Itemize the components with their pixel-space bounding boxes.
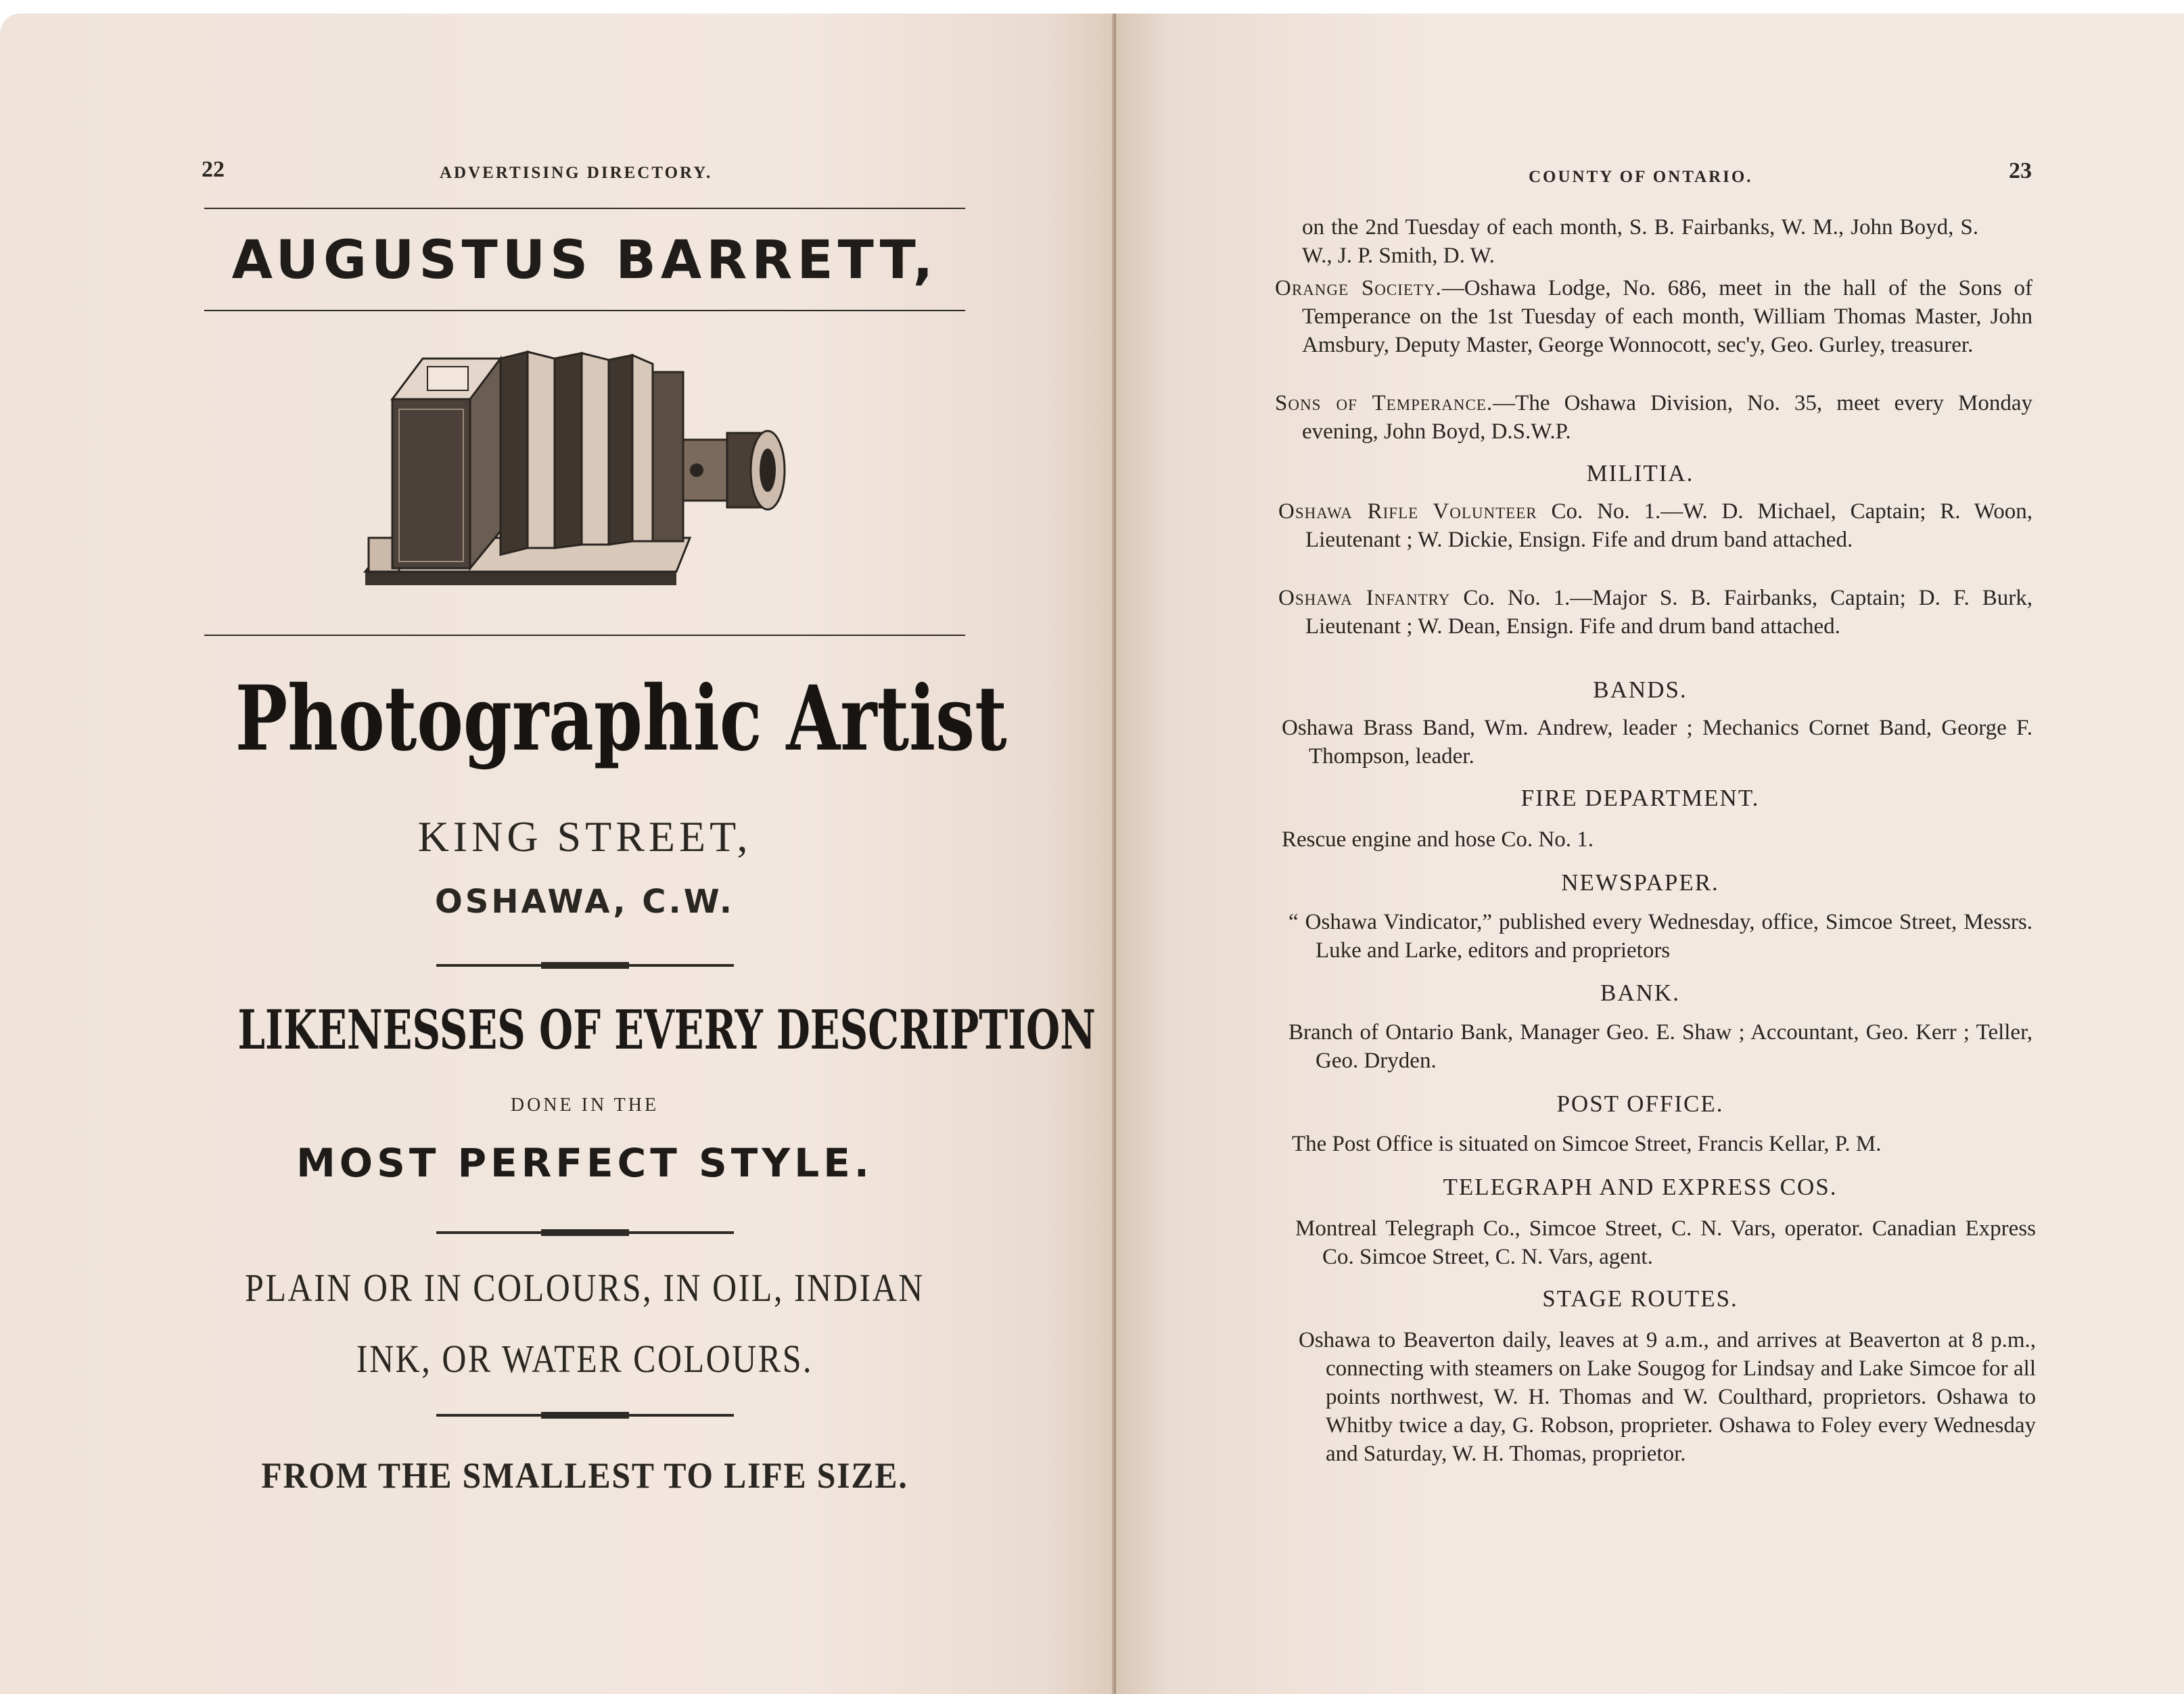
likenesses-line: LIKENESSES OF EVERY DESCRIPTION <box>237 998 1096 1061</box>
size-line: FROM THE SMALLEST TO LIFE SIZE. <box>261 1455 908 1496</box>
bank-entry: Branch of Ontario Bank, Manager Geo. E. Shaw ; Accountant, Geo. Kerr ; Teller, Geo. Dryden. <box>1288 1020 2032 1073</box>
stage-routes-heading: STAGE ROUTES. <box>1542 1285 1738 1312</box>
left-page <box>0 14 1116 1694</box>
militia-heading: MILITIA. <box>1586 460 1694 486</box>
camera-rule <box>204 635 965 636</box>
ornament-rule-3 <box>436 1414 734 1417</box>
plain-line-1: PLAIN OR IN COLOURS, IN OIL, INDIAN <box>245 1266 925 1310</box>
newspaper-entry: “ Oshawa Vindicator,” published every Wednesday, office, Simcoe Street, Messrs. Luke and Larke, editors and proprietors <box>1288 910 2032 963</box>
running-head-right: COUNTY OF ONTARIO. <box>1529 168 1753 186</box>
infantry-label: Oshawa Infantry <box>1278 586 1451 610</box>
telegraph-entry: Montreal Telegraph Co., Simcoe Street, C. N. Vars, operator. Canadian Express Co. Simcoe Street, C. N. Vars, agent. <box>1295 1216 2036 1269</box>
bands-entry: Oshawa Brass Band, Wm. Andrew, leader ; Mechanics Cornet Band, George F. Thompson, leader. <box>1282 716 2032 769</box>
done-in-the: DONE IN THE <box>510 1095 659 1116</box>
rifle-volunteer-text: Co. No. 1.—W. D. Michael, Captain; R. Woon, Lieutenant ; W. Dickie, Ensign. Fife and drum band attached. <box>1305 499 2033 552</box>
ornament-rule-2 <box>436 1231 734 1234</box>
rifle-volunteer-entry <box>1278 497 2032 554</box>
top-rule <box>204 208 965 209</box>
advertiser-name: AUGUSTUS BARRETT, <box>231 230 938 291</box>
sons-of-temperance-label: Sons of Temperance. <box>1275 391 1493 415</box>
bands-heading: BANDS. <box>1593 677 1688 703</box>
bank-heading: BANK. <box>1600 980 1680 1006</box>
camera-icon <box>352 345 825 616</box>
plain-line-2: INK, OR WATER COLOURS. <box>356 1337 814 1381</box>
most-perfect-style: MOST PERFECT STYLE. <box>296 1140 873 1186</box>
post-office-entry: The Post Office is situated on Simcoe Street, Francis Kellar, P. M. <box>1292 1132 1882 1156</box>
name-rule <box>204 310 965 311</box>
sons-of-temperance-text: —The Oshawa Division, No. 35, meet every Monday evening, John Boyd, D.S.W.P. <box>1302 391 2032 444</box>
rifle-volunteer-label: Oshawa Rifle Volunteer <box>1278 499 1537 524</box>
post-office-heading: POST OFFICE. <box>1556 1091 1724 1117</box>
infantry-text: Co. No. 1.—Major S. B. Fairbanks, Captain; D. F. Burk, Lieutenant ; W. Dean, Ensign. Fife and drum band attached. <box>1305 586 2032 639</box>
sons-of-temperance-entry <box>1275 389 2032 446</box>
right-page <box>1116 14 2184 1694</box>
telegraph-heading: TELEGRAPH AND EXPRESS COS. <box>1443 1174 1838 1200</box>
stage-routes-entry: Oshawa to Beaverton daily, leaves at 9 a.m., and arrives at Beaverton at 8 p.m., connecting with steamers on Lake Sougog for Lindsay and Lake Simcoe for all points northwest, W. H. Thomas and W. Coulthard, proprietors. Oshawa to Whitby twice a day, G. Robson, proprieter. Oshawa to Foley every Wednesday and Saturday, W. H. Thomas, proprietor. <box>1299 1328 2036 1466</box>
newspaper-heading: NEWSPAPER. <box>1561 869 1719 896</box>
page-number-left: 22 <box>202 157 225 182</box>
town-name: OSHAWA, C.W. <box>434 883 735 921</box>
orange-society-text: —Oshawa Lodge, No. 686, meet in the hall of the Sons of Temperance on the 1st Tuesday of each month, William Thomas Master, John Amsbury, Deputy Master, George Wonnocott, sec'y, Geo. Gurley, treasurer. <box>1302 276 2032 357</box>
ornament-rule-1 <box>436 964 734 967</box>
continuation-text: on the 2nd Tuesday of each month, S. B. Fairbanks, W. M., John Boyd, S. W., J. P. Smith, D. W. <box>1302 215 1978 268</box>
trade-title: Photographic Artist <box>235 666 1007 771</box>
orange-society-label: Orange Society. <box>1275 276 1442 300</box>
fire-department-heading: FIRE DEPARTMENT. <box>1520 785 1760 811</box>
fire-department-entry: Rescue engine and hose Co. No. 1. <box>1282 827 1594 852</box>
orange-society-entry <box>1275 274 2032 359</box>
page-number-right: 23 <box>2009 158 2032 183</box>
infantry-entry <box>1278 584 2032 641</box>
running-head-left: ADVERTISING DIRECTORY. <box>440 164 713 182</box>
street-address: KING STREET, <box>417 812 752 861</box>
